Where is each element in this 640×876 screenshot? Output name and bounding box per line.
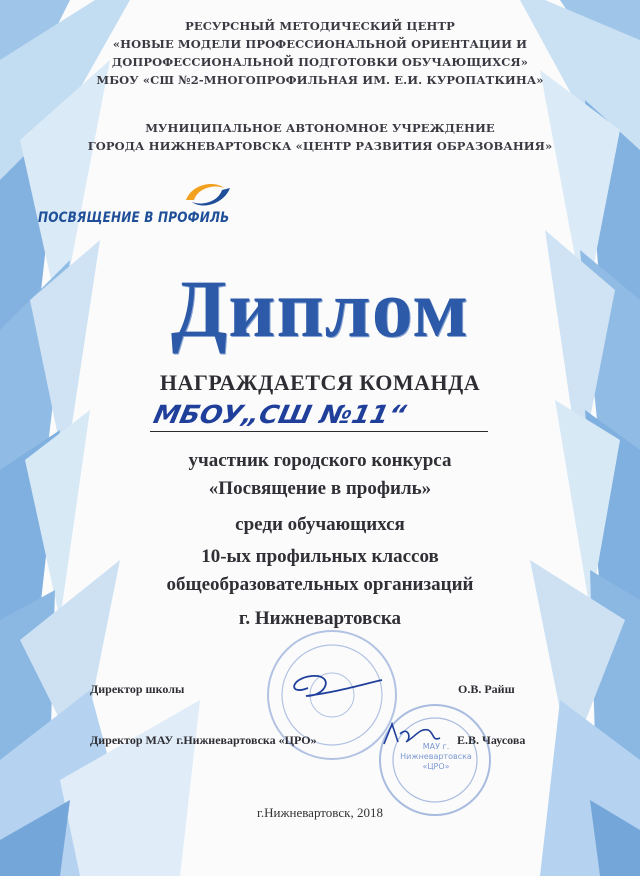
signature-mau (378, 716, 448, 756)
team-name-field (150, 400, 488, 434)
team-underline (150, 431, 488, 432)
header-line-3: ДОПРОФЕССИОНАЛЬНОЙ ПОДГОТОВКИ ОБУЧАЮЩИХСЯ» (111, 55, 529, 69)
body-line-4: 10-ых профильных классов (201, 546, 439, 567)
header-line-6: ГОРОДА НИЖНЕВАРТОВСКА «ЦЕНТР РАЗВИТИЯ ОБРАЗОВАНИЯ» (87, 139, 553, 153)
director-school-label: Директор школы (90, 682, 185, 696)
header-line-5: МУНИЦИПАЛЬНОЕ АВТОНОМНОЕ УЧРЕЖДЕНИЕ (145, 121, 495, 135)
header-line-1: РЕСУРСНЫЙ МЕТОДИЧЕСКИЙ ЦЕНТР (185, 19, 455, 33)
city-year: г.Нижневартовск, 2018 (257, 805, 383, 820)
director-mau-label: Директор МАУ г.Нижневартовска «ЦРО» (90, 733, 317, 747)
body-line-5: общеобразовательных организаций (166, 574, 474, 595)
swirl-logo-icon (178, 178, 238, 212)
logo-text: ПОСВЯЩЕНИЕ В ПРОФИЛЬ (38, 210, 230, 226)
body-line-6: г. Нижневартовска (238, 608, 402, 629)
body-line-1: участник городского конкурса (188, 450, 452, 471)
body-line-2: «Посвящение в профиль» (208, 478, 432, 499)
header-line-4: МБОУ «СШ №2-МНОГОПРОФИЛЬНАЯ ИМ. Е.И. КУРОПАТКИНА» (96, 73, 544, 87)
awarded-label: НАГРАЖДАЕТСЯ КОМАНДА (159, 370, 481, 395)
stamp-text: МАУ г. Нижневартовска «ЦРО» (400, 742, 472, 771)
signature-school (278, 666, 388, 706)
director-mau-name: Е.В. Чаусова (457, 733, 526, 747)
director-school-name: О.В. Райш (458, 682, 515, 696)
header-line-2: «НОВЫЕ МОДЕЛИ ПРОФЕССИОНАЛЬНОЙ ОРИЕНТАЦИИ И (112, 37, 528, 51)
diploma-title: Диплом (170, 263, 470, 354)
body-line-3: среди обучающихся (235, 514, 405, 535)
team-name: МБОУ„СШ №11“ (150, 400, 409, 429)
contest-logo (38, 178, 238, 240)
